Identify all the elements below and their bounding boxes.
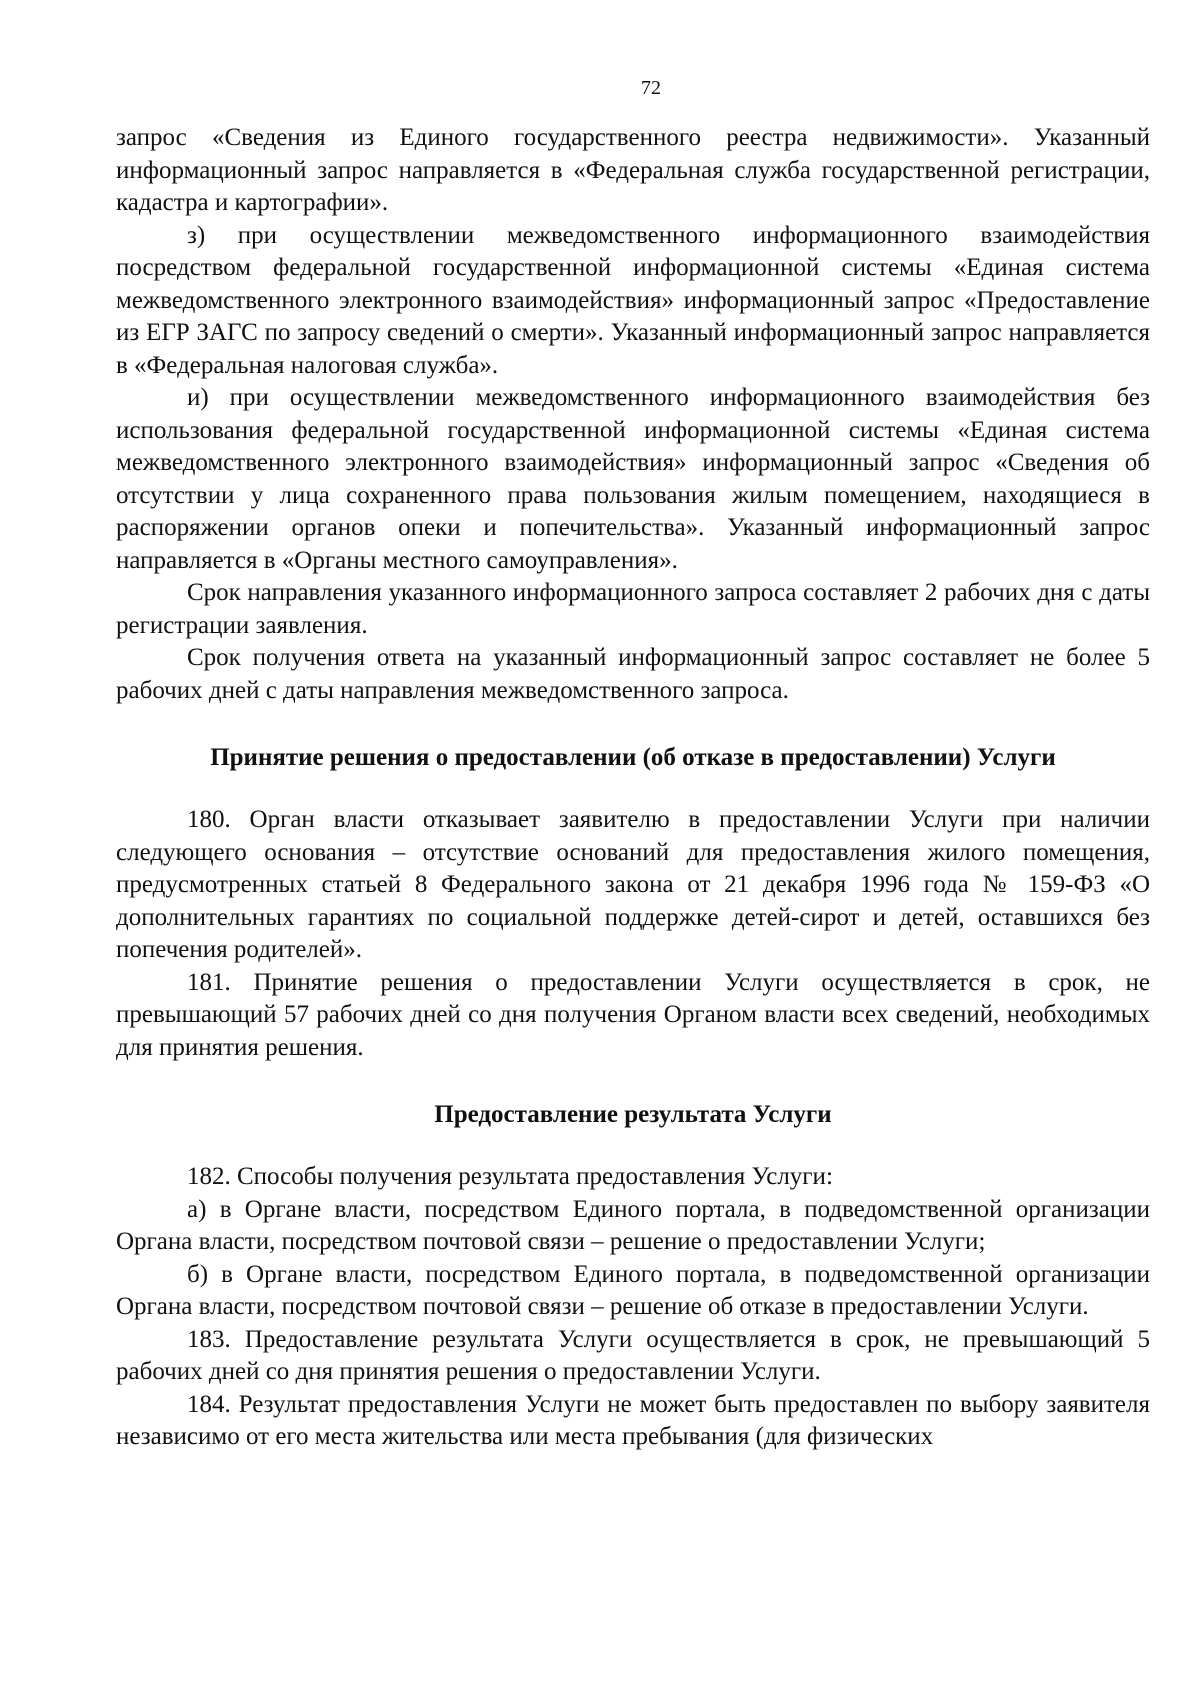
paragraph-183: 183. Предоставление результата Услуги осуществляется в срок, не превышающий 5 рабочих дней со дня принятия решения о предоставлении Услуги. [116, 1325, 1150, 1385]
paragraph-182-b: б) в Органе власти, посредством Единого портала, в подведомственной организации Органа власти, посредством почтовой связи – решение об отказе в предоставлении Услуги. [116, 1260, 1150, 1320]
paragraph-181: 181. Принятие решения о предоставлении Услуги осуществляется в срок, не превышающий 57 рабочих дней со дня получения Органом власти всех сведений, необходимых для принятия решения. [116, 968, 1150, 1061]
paragraph-184: 184. Результат предоставления Услуги не может быть предоставлен по выбору заявителя независимо от его места жительства или места пребывания (для физических [116, 1390, 1150, 1450]
paragraph-response-deadline: Срок получения ответа на указанный информационный запрос составляет не более 5 рабочих дней с даты направления межведомственного запроса. [116, 644, 1150, 704]
paragraph-180: 180. Орган власти отказывает заявителю в предоставлении Услуги при наличии следующего основания – отсутствие оснований для предоставления жилого помещения, предусмотренных статьей 8 Федерального закона от 21 декабря 1996 года № 159-ФЗ «О дополнительных гарантиях по социальной поддержке детей-сирот и детей, оставшихся без попечения родителей». [116, 806, 1150, 963]
document-body [116, 122, 1150, 1454]
paragraph-item-i: и) при осуществлении межведомственного информационного взаимодействия без использования федеральной государственной информационной системы «Единая система межведомственного электронного взаимодействия» информационный запрос «Сведения об отсутствии у лица сохраненного права пользования жилым помещением, находящиеся в распоряжении органов опеки и попечительства». Указанный информационный запрос направляется в «Органы местного самоуправления». [116, 384, 1150, 574]
paragraph-item-z: з) при осуществлении межведомственного информационного взаимодействия посредством федеральной государственной информационной системы «Единая система межведомственного электронного взаимодействия» информационный запрос «Предоставление из ЕГР ЗАГС по запросу сведений о смерти». Указанный информационный запрос направляется в «Федеральная налоговая служба». [116, 221, 1150, 379]
paragraph-request-deadline: Срок направления указанного информационного запроса составляет 2 рабочих дня с даты регистрации заявления. [116, 579, 1150, 639]
paragraph-182: 182. Способы получения результата предоставления Услуги: [187, 1163, 833, 1190]
paragraph-182-a: а) в Органе власти, посредством Единого портала, в подведомственной организации Органа власти, посредством почтовой связи – решение о предоставлении Услуги; [116, 1195, 1150, 1255]
section-heading-decision: Принятие решения о предоставлении (об отказе в предоставлении) Услуги [210, 744, 1056, 771]
paragraph-continuation: запрос «Сведения из Единого государственного реестра недвижимости». Указанный информационный запрос направляется в «Федеральная служба государственной регистрации, кадастра и картографии». [116, 124, 1150, 216]
section-heading-result: Предоставление результата Услуги [434, 1101, 832, 1128]
page-number: 72 [641, 77, 661, 99]
